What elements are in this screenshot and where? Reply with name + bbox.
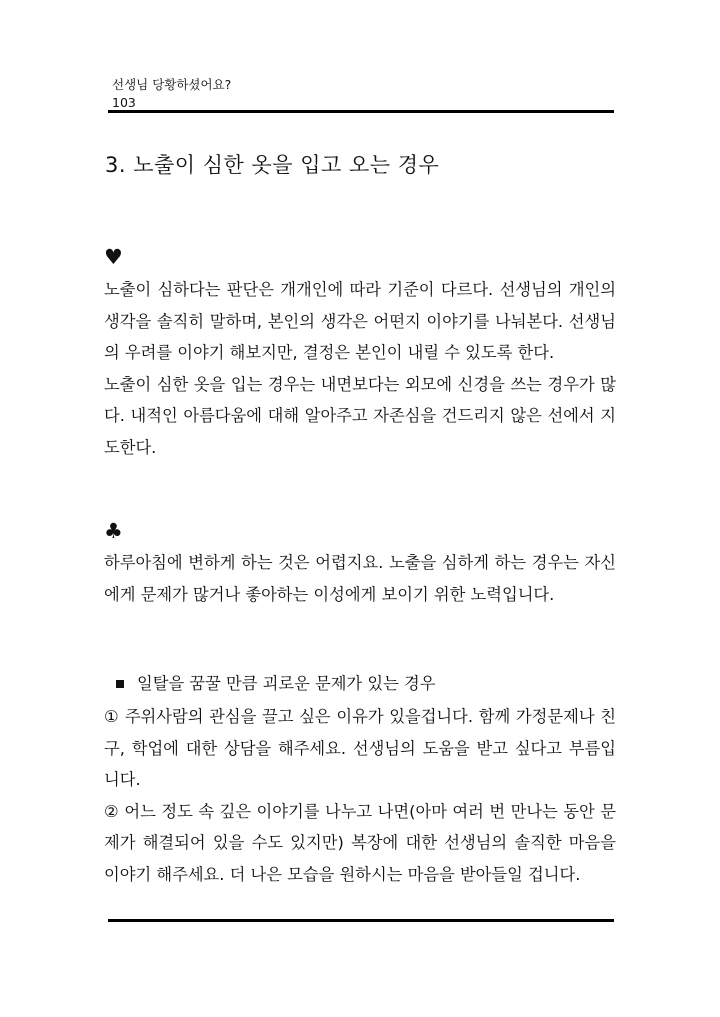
book-title: 선생님 당황하셨어요? xyxy=(112,77,232,92)
heart-paragraph-2: 노출이 심한 옷을 입는 경우는 내면보다는 외모에 신경을 쓰는 경우가 많다. 내적인 아름다움에 대해 알아주고 자존심을 건드리지 않은 선에서 지도한다. xyxy=(104,374,616,457)
running-header xyxy=(112,76,612,112)
club-paragraph: 하루아침에 변하게 하는 것은 어렵지요. 노출을 심하게 하는 경우는 자신에게 문제가 많거나 좋아하는 이성에게 보이기 위한 노력입니다. xyxy=(104,553,616,604)
case-bullet-label: 일탈을 꿈꿀 만큼 괴로운 문제가 있는 경우 xyxy=(137,674,436,693)
heart-section-body xyxy=(104,274,616,463)
page-number: 103 xyxy=(112,95,136,110)
case-item-1: ① 주위사람의 관심을 끌고 싶은 이유가 있을겁니다. 함께 가정문제나 친구, 학업에 대한 상담을 해주세요. 선생님의 도움을 받고 싶다고 부름입니다. xyxy=(104,707,616,789)
club-icon: ♣ xyxy=(104,519,123,543)
square-bullet-icon xyxy=(116,680,124,688)
header-rule xyxy=(108,110,614,113)
section-title: 3. 노출이 심한 옷을 입고 오는 경우 xyxy=(105,153,440,177)
footer-rule xyxy=(108,919,614,922)
club-section-body xyxy=(104,547,616,610)
case-item-2: ② 어느 정도 속 깊은 이야기를 나누고 나면(아마 여러 번 만나는 동안 문제가 해결되어 있을 수도 있지만) 복장에 대한 선생님의 솔직한 마음을 이야기 해주세요. 더 나은 모습을 원하시는 마음을 받아들일 겁니다. xyxy=(104,801,616,884)
heart-paragraph-1: 노출이 심하다는 판단은 개개인에 따라 기준이 다르다. 선생님의 개인의 생각을 솔직히 말하며, 본인의 생각은 어떤지 이야기를 나눠본다. 선생님의 우려를 이야기 해보지만, 결정은 본인이 내릴 수 있도록 한다. xyxy=(104,280,616,362)
heart-icon: ♥ xyxy=(104,245,123,269)
case-section-body xyxy=(104,701,616,890)
case-bullet xyxy=(112,672,435,696)
